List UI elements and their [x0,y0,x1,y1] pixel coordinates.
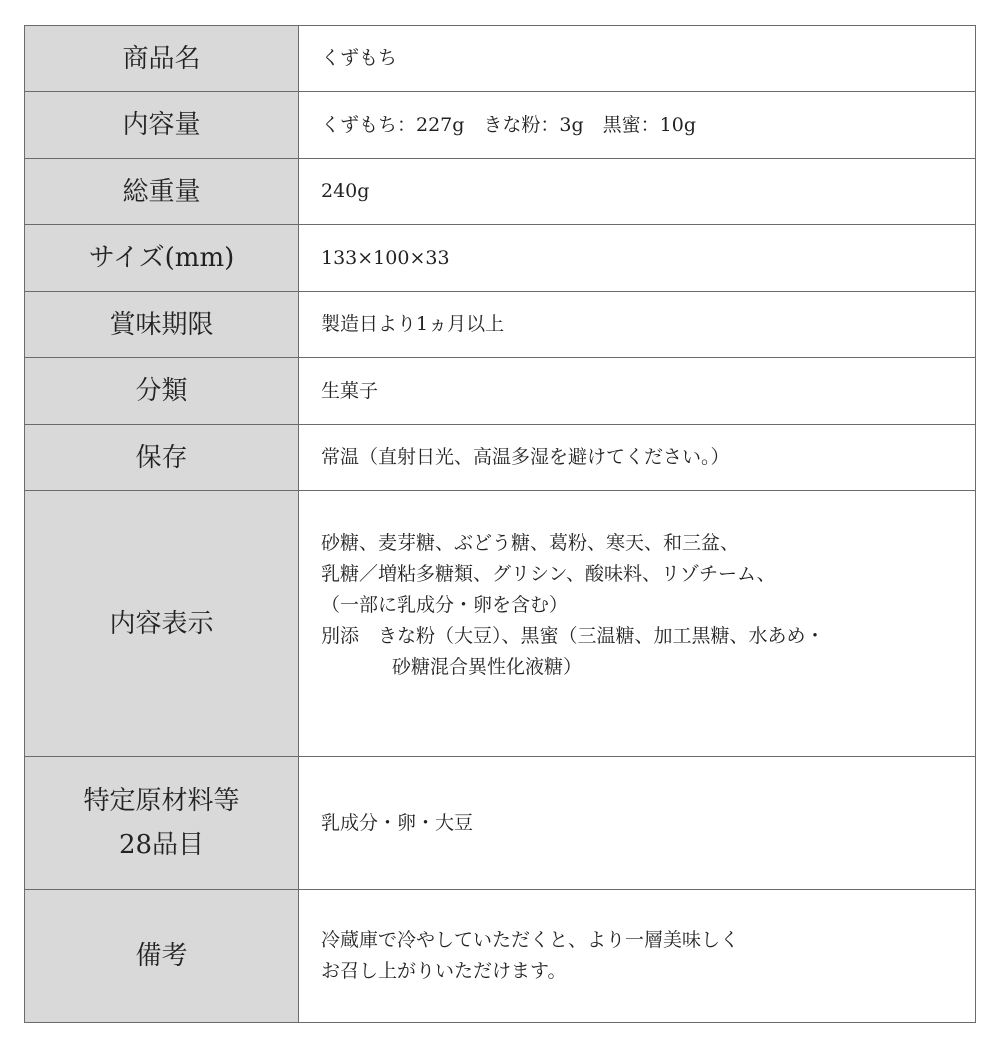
row-value-cell [299,425,976,491]
row-value: 生菓子 [321,379,379,402]
row-value-cell [299,159,976,225]
row-label: 内容表示 [109,608,214,639]
row-value: くずもち [321,47,398,69]
row-value-cell [299,491,976,757]
product-spec-table [24,25,976,1023]
row-value-cell [299,890,976,1023]
row-label-cell [25,292,299,358]
row-label: サイズ(mm) [88,243,235,273]
row-label: 分類 [135,376,188,406]
row-value-cell [299,92,976,159]
row-value-cell [299,358,976,425]
row-value-cell [299,26,976,92]
table-row [25,159,976,225]
row-label-cell [25,358,299,425]
row-value: 133×100×33 [321,246,450,269]
row-label: 商品名 [122,43,201,74]
row-label-cell [25,890,299,1023]
row-label: 保存 [135,442,188,473]
table-row [25,491,976,757]
row-label-cell [25,225,299,292]
row-value-line: 別添 きな粉（大豆）、黒蜜（三温糖、加工黒糖、水あめ・ [321,625,825,647]
row-value: 常温（直射日光、高温多湿を避けてください。） [321,446,730,468]
row-label-cell [25,159,299,225]
row-label: 総重量 [122,176,201,207]
row-label-cell [25,92,299,159]
row-value-cell [299,292,976,358]
table-row [25,225,976,292]
row-value-line: 砂糖混合異性化液糖） [392,656,583,678]
row-label: 28品目 [118,830,205,860]
table-row [25,425,976,491]
table-row [25,358,976,425]
row-value-line: 冷蔵庫で冷やしていただくと、より一層美味しく [321,929,740,951]
row-value: 240g [321,180,370,202]
row-label: 特定原材料等 [83,786,240,816]
table-row [25,757,976,890]
table-row [25,26,976,92]
row-label-cell [25,491,299,757]
row-value-line: 砂糖、麦芽糖、ぶどう糖、葛粉、寒天、和三盆、 [321,532,740,554]
row-label-cell [25,425,299,491]
row-label-cell [25,757,299,890]
row-value-line: 乳糖／増粘多糖類、グリシン、酸味料、リゾチーム、 [321,563,776,585]
table-row [25,292,976,358]
row-value-cell [299,225,976,292]
row-value-line: （一部に乳成分・卵を含む） [321,594,569,616]
row-value: 乳成分・卵・大豆 [321,811,474,834]
row-value: 製造日より1ヵ月以上 [321,313,505,335]
row-label-cell [25,26,299,92]
row-value-cell [299,757,976,890]
row-label: 内容量 [122,110,201,140]
row-label: 備考 [135,941,188,971]
row-value: くずもち：227g きな粉：3g 黒蜜：10g [321,113,697,136]
table-row [25,890,976,1023]
row-value-line: お召し上がりいただけます。 [321,960,567,982]
row-label: 賞味期限 [109,309,214,340]
table-row [25,92,976,159]
